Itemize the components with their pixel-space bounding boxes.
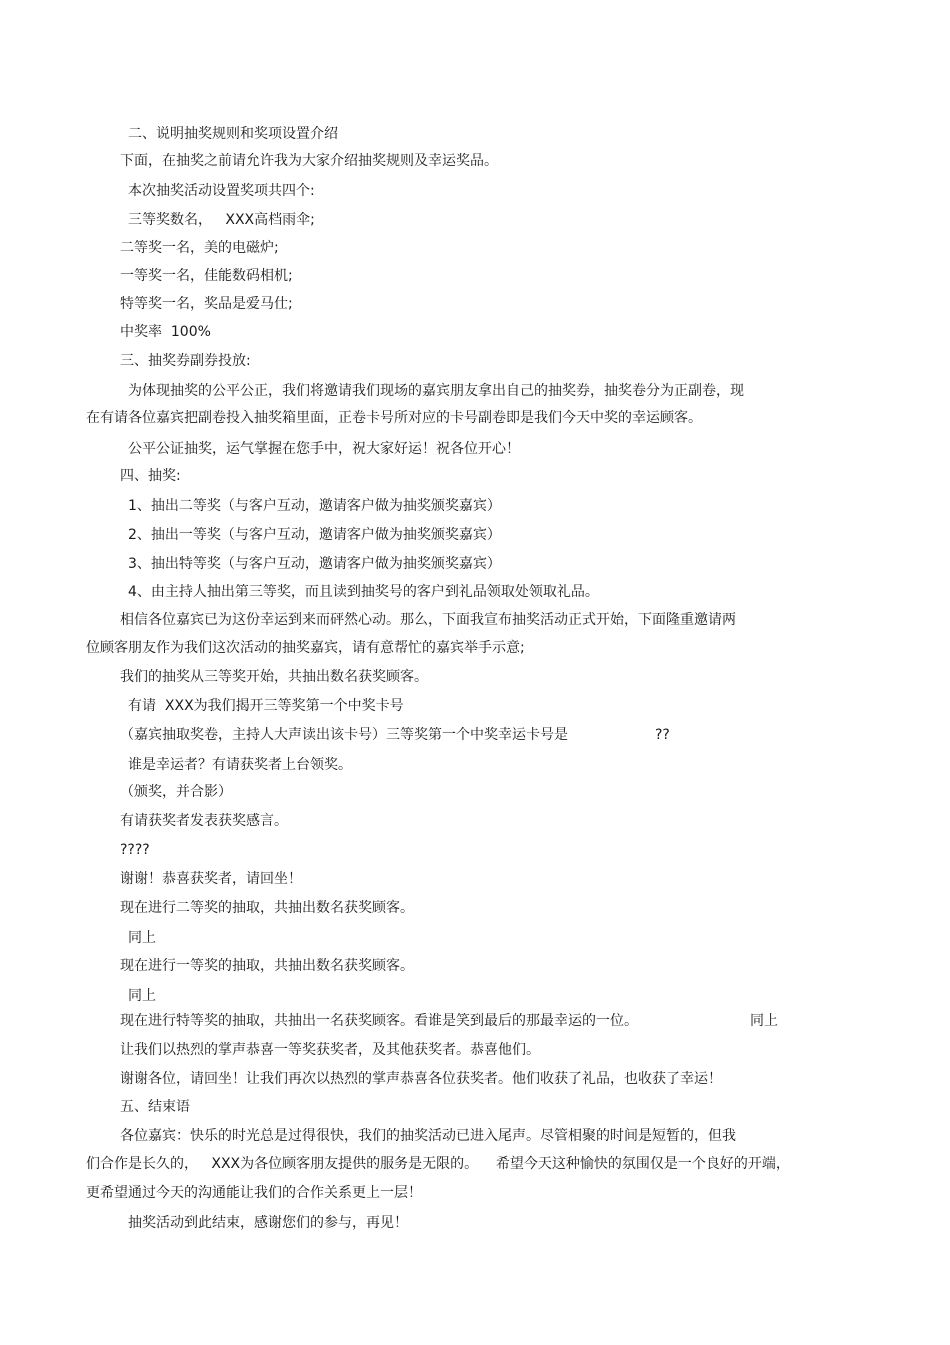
paragraph-line: 各位嘉宾：快乐的时光总是过得很快，我们的抽奖活动已进入尾声。尽管相聚的时间是短暂的，但我 <box>120 1128 736 1144</box>
paragraph-line: 现在进行二等奖的抽取，共抽出数名获奖顾客。 <box>120 900 414 916</box>
section-heading-rules: 二、说明抽奖规则和奖项设置介绍 <box>128 126 338 142</box>
prize-second: 二等奖一名，美的电磁炉; <box>120 240 279 256</box>
paragraph-line: （嘉宾抽取奖卷，主持人大声读出该卡号）三等奖第一个中奖幸运卡号是 <box>120 727 568 743</box>
paragraph-line: 谁是幸运者？有请获奖者上台领奖。 <box>128 757 352 773</box>
same-as-above-note: 同上 <box>128 988 156 1004</box>
list-item: 1、抽出二等奖（与客户互动，邀请客户做为抽奖颁奖嘉宾） <box>128 498 501 514</box>
win-rate: 中奖率 100% <box>120 324 211 340</box>
same-as-above-note: 同上 <box>750 1013 778 1029</box>
paragraph-line: 让我们以热烈的掌声恭喜一等奖获奖者，及其他获奖者。恭喜他们。 <box>120 1042 540 1058</box>
paragraph-line: 有请 XXX为我们揭开三等奖第一个中奖卡号 <box>128 698 404 714</box>
paragraph-line: 现在进行特等奖的抽取，共抽出一名获奖顾客。看谁是笑到最后的那最幸运的一位。 <box>120 1013 638 1029</box>
paragraph-line: 在有请各位嘉宾把副卷投入抽奖箱里面，正卷卡号所对应的卡号副卷即是我们今天中奖的幸运顾客。 <box>86 410 702 426</box>
prize-third: 三等奖数名， XXX高档雨伞; <box>128 212 315 228</box>
section-heading-draw: 四、抽奖: <box>120 468 181 484</box>
paragraph-line: 们合作是长久的， XXX为各位顾客朋友提供的服务是无限的。 希望今天这种愉快的氛围仅是一个良好的开端， <box>86 1156 790 1172</box>
placeholder-text: ???? <box>120 842 150 858</box>
paragraph-line: 下面，在抽奖之前请允许我为大家介绍抽奖规则及幸运奖品。 <box>120 153 498 169</box>
card-number-placeholder: ?? <box>655 727 670 743</box>
paragraph-line: （颁奖，并合影） <box>120 784 232 800</box>
paragraph-line: 相信各位嘉宾已为这份幸运到来而砰然心动。那么，下面我宣布抽奖活动正式开始，下面隆重邀请两 <box>120 612 736 628</box>
same-as-above-note: 同上 <box>128 930 156 946</box>
paragraph-line: 本次抽奖活动设置奖项共四个: <box>128 183 315 199</box>
list-item: 3、抽出特等奖（与客户互动，邀请客户做为抽奖颁奖嘉宾） <box>128 556 501 572</box>
paragraph-line: 更希望通过今天的沟通能让我们的合作关系更上一层！ <box>86 1185 422 1201</box>
paragraph-line: 位顾客朋友作为我们这次活动的抽奖嘉宾，请有意帮忙的嘉宾举手示意; <box>86 640 525 656</box>
paragraph-line: 公平公证抽奖，运气掌握在您手中，祝大家好运！祝各位开心！ <box>128 441 520 457</box>
paragraph-line: 为体现抽奖的公平公正，我们将邀请我们现场的嘉宾朋友拿出自己的抽奖券，抽奖卷分为正副卷，现 <box>128 383 744 399</box>
paragraph-line: 有请获奖者发表获奖感言。 <box>120 813 288 829</box>
prize-special: 特等奖一名，奖品是爱马仕; <box>120 296 293 312</box>
closing-line: 抽奖活动到此结束，感谢您们的参与，再见！ <box>128 1215 408 1231</box>
prize-first: 一等奖一名，佳能数码相机; <box>120 268 293 284</box>
list-item: 2、抽出一等奖（与客户互动，邀请客户做为抽奖颁奖嘉宾） <box>128 527 501 543</box>
paragraph-line: 谢谢各位，请回坐！让我们再次以热烈的掌声恭喜各位获奖者。他们收获了礼品，也收获了幸运！ <box>120 1071 722 1087</box>
paragraph-line: 谢谢！恭喜获奖者，请回坐！ <box>120 871 302 887</box>
section-heading-coupon: 三、抽奖券副券投放: <box>120 353 251 369</box>
list-item: 4、由主持人抽出第三等奖，而且读到抽奖号的客户到礼品领取处领取礼品。 <box>128 584 599 600</box>
section-heading-closing: 五、结束语 <box>120 1099 190 1115</box>
paragraph-line: 我们的抽奖从三等奖开始，共抽出数名获奖顾客。 <box>120 669 428 685</box>
paragraph-line: 现在进行一等奖的抽取，共抽出数名获奖顾客。 <box>120 958 414 974</box>
